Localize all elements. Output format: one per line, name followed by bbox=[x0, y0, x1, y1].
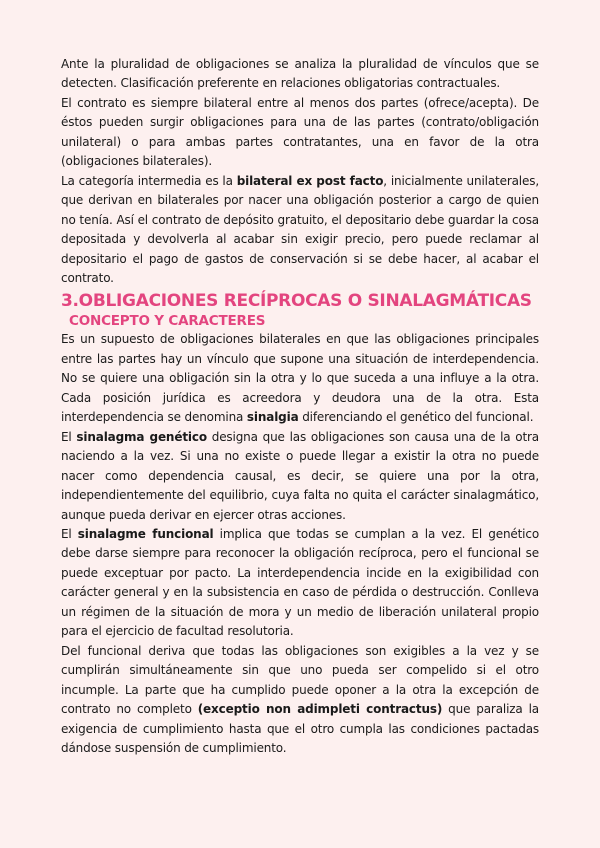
body-paragraph-1-text-b: diferenciando el genético del funcional. bbox=[298, 410, 534, 425]
intro-paragraph-2-text: El contrato es siempre bilateral entre al menos dos partes (ofrece/acepta). De éstos pueden surgir obligaciones para una de las partes (contrato/obligación unilateral) o para ambas partes contratantes, una en favor de la otra (obligaciones bilaterales). bbox=[61, 95, 539, 169]
body-paragraph-2-text-a: El bbox=[61, 429, 77, 444]
intro-paragraph-3-text-a: La categoría intermedia es la bbox=[61, 173, 237, 188]
body-paragraph-2-bold-term: sinalagma genético bbox=[76, 429, 207, 444]
intro-paragraph-1-text: Ante la pluralidad de obligaciones se analiza la pluralidad de vínculos que se detecten. Clasificación preferente en relaciones obligatorias contractuales. bbox=[61, 57, 539, 91]
body-paragraph-3-text-b: implica que todas se cumplan a la vez. El genético debe darse siempre para reconocer la obligación recíproca, pero el funcional se puede exceptuar por pacto. La interdependencia incide en la exigibilidad con carácter general y en la subsistencia en caso de pérdida o destrucción. Conlleva un régimen de la situación de mora y un medio de liberación unilateral propio para el ejercicio de facultad resolutoria. bbox=[61, 526, 540, 639]
body-paragraph-2-text-b: designa que las obligaciones son causa una de la otra naciendo a la vez. Si una no existe o puede llegar a existir la otra no puede nacer como dependencia causal, es decir, se quiere una por la otra, independientemente del equilibrio, cuya falta no quita el carácter sinalagmático, aunque pueda derivar en ejercer otras acciones. bbox=[61, 429, 539, 522]
body-paragraph-3 bbox=[61, 525, 539, 642]
body-paragraph-4 bbox=[61, 642, 539, 759]
body-paragraph-3-text-a: El bbox=[61, 526, 78, 541]
body-paragraph-2 bbox=[61, 428, 539, 525]
intro-paragraph-3 bbox=[61, 172, 539, 289]
section-subtitle: CONCEPTO Y CARACTERES bbox=[69, 313, 266, 330]
body-paragraph-1-bold-term: sinalgia bbox=[246, 410, 299, 425]
intro-paragraph-3-text-b: , inicialmente unilaterales, que derivan en bilaterales por nacer una obligación posterior a cargo de quien no tenía. Así el contrato de depósito gratuito, el depositario debe guardar la cosa depositada y devolverla al acabar sin exigir precio, pero puede reclamar al depositario el pago de gastos de conservación si se debe hacer, al acabar el contrato. bbox=[61, 173, 539, 285]
intro-paragraph-3-bold-term: bilateral ex post facto bbox=[236, 173, 384, 188]
body-paragraph-4-text-a: Del funcional deriva que todas las obligaciones son exigibles a la vez y se cumplirán simultáneamente sin que uno pueda ser compelido si el otro incumple. La parte que ha cumplido puede oponer a la otra la excepción de contrato no completo bbox=[61, 643, 539, 717]
intro-paragraph-1 bbox=[61, 55, 539, 94]
body-paragraph-3-bold-term: sinalagme funcional bbox=[77, 526, 214, 541]
body-paragraph-4-text-b: que paraliza la exigencia de cumplimiento hasta que el otro cumpla las condiciones pactadas dándose suspensión de cumplimiento. bbox=[61, 702, 539, 755]
section-title: 3.OBLIGACIONES RECÍPROCAS O SINALAGMÁTICAS bbox=[61, 291, 532, 312]
body-paragraph-1-text-a: Es un supuesto de obligaciones bilaterales en que las obligaciones principales entre las partes hay un vínculo que supone una situación de interdependencia. No se quiere una obligación sin la otra y lo que suceda a una influye a la otra. Cada posición jurídica es acreedora y deudora una de la otra. Esta interdependencia se denomina bbox=[61, 332, 539, 425]
body-paragraph-1 bbox=[61, 330, 539, 427]
intro-paragraph-2 bbox=[61, 94, 539, 172]
body-paragraph-4-bold-term: (exceptio non adimpleti contractus) bbox=[197, 702, 443, 717]
